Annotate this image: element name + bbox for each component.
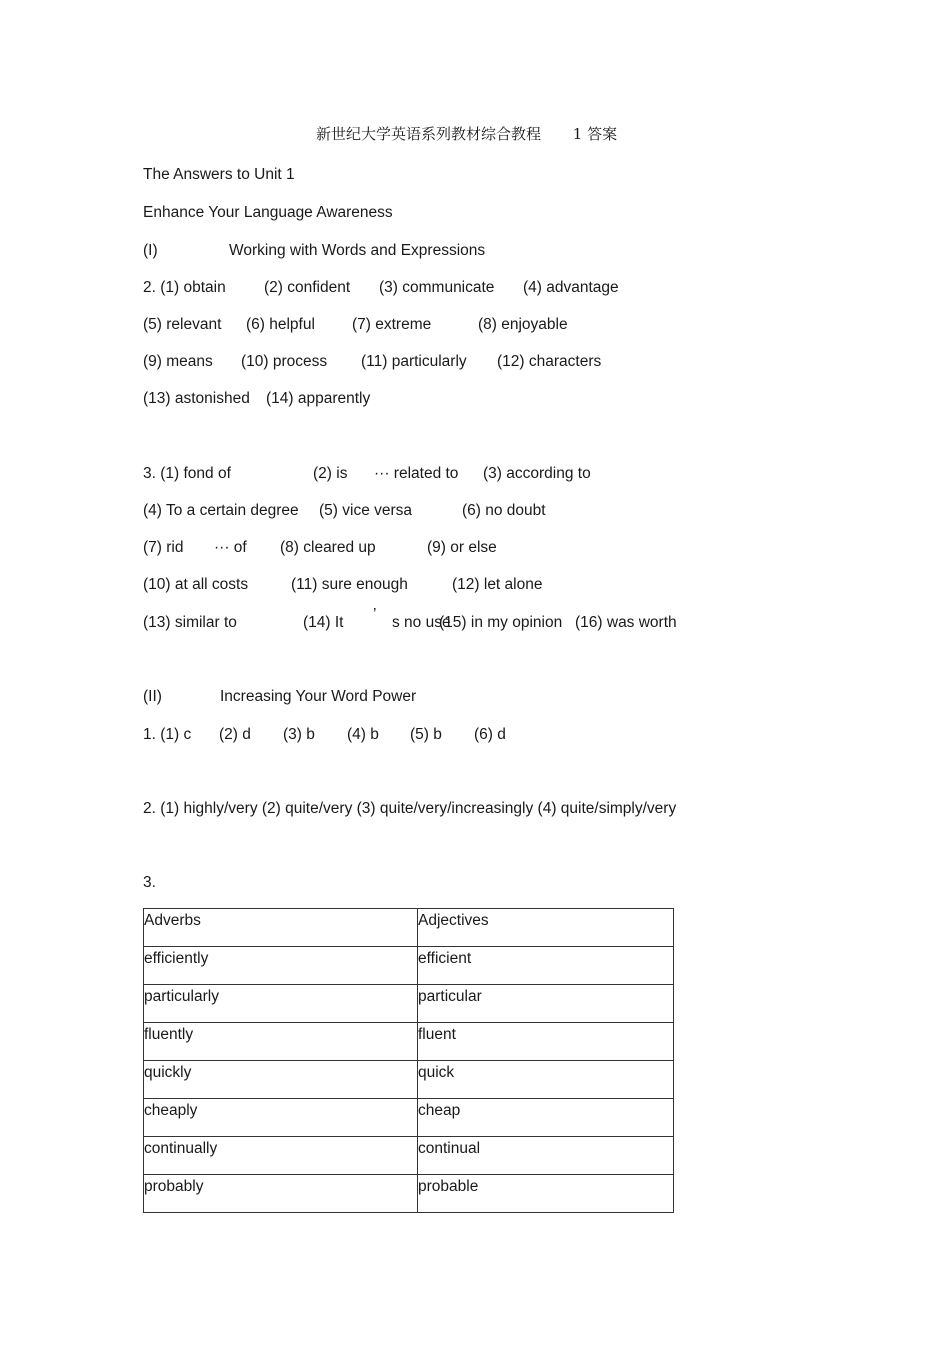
table-cell: quick xyxy=(418,1061,674,1099)
ex2-item: (12) characters xyxy=(497,353,602,370)
table-row xyxy=(144,1023,674,1061)
part2-title: Increasing Your Word Power xyxy=(220,688,417,705)
table-cell: probable xyxy=(418,1175,674,1213)
part1-number: (I) xyxy=(143,242,158,259)
table-cell: efficiently xyxy=(144,947,418,985)
part1-title: Working with Words and Expressions xyxy=(229,242,486,259)
ex2-item: (8) enjoyable xyxy=(478,316,568,333)
ex3-item: (14) It xyxy=(303,614,344,631)
ex2-item: (13) astonished xyxy=(143,390,250,407)
ex2-item: (14) apparently xyxy=(266,390,371,407)
table-row xyxy=(144,1175,674,1213)
table-cell: particular xyxy=(418,985,674,1023)
ex2-item: (10) process xyxy=(241,353,328,370)
adverb-adjective-table xyxy=(143,908,674,1213)
ex3-item: (5) vice versa xyxy=(319,502,413,519)
p2ex1-item: (4) b xyxy=(347,726,379,743)
ex3-item: (12) let alone xyxy=(452,576,543,593)
ex2-item: (5) relevant xyxy=(143,316,222,333)
p2ex1-item: (3) b xyxy=(283,726,315,743)
table-cell: cheaply xyxy=(144,1099,418,1137)
ex3-item: (3) according to xyxy=(483,465,591,482)
ex3-item: (8) cleared up xyxy=(280,539,376,556)
p2ex1-item: 1. (1) c xyxy=(143,726,192,743)
ex2-item: (7) extreme xyxy=(352,316,432,333)
table-cell: efficient xyxy=(418,947,674,985)
page-title xyxy=(316,125,617,143)
ex3-item: 3. (1) fond of xyxy=(143,465,231,482)
section-heading: Enhance Your Language Awareness xyxy=(143,204,393,221)
unit-heading: The Answers to Unit 1 xyxy=(143,166,295,183)
ex2-item: (9) means xyxy=(143,353,213,370)
table-row xyxy=(144,1099,674,1137)
title-suffix: 1 答案 xyxy=(572,125,618,143)
ex3-item: (2) is xyxy=(313,465,348,482)
table-header-cell: Adjectives xyxy=(418,909,674,947)
p2ex1-item: (5) b xyxy=(410,726,442,743)
ex3-item: (7) rid xyxy=(143,539,184,556)
table-row xyxy=(144,1137,674,1175)
table-cell: cheap xyxy=(418,1099,674,1137)
ex3-item: (15) in my opinion xyxy=(439,614,563,631)
ex2-item: 2. (1) obtain xyxy=(143,279,226,296)
table-cell: probably xyxy=(144,1175,418,1213)
p2ex1-item: (2) d xyxy=(219,726,251,743)
table-header-cell: Adverbs xyxy=(144,909,418,947)
table-cell: particularly xyxy=(144,985,418,1023)
ex3-item: (11) sure enough xyxy=(291,576,408,593)
title-main: 新世纪大学英语系列教材综合教程 xyxy=(316,125,542,143)
table-cell: continually xyxy=(144,1137,418,1175)
p2ex1-item: (6) d xyxy=(474,726,506,743)
table-row xyxy=(144,1061,674,1099)
ex2-item: (11) particularly xyxy=(361,353,467,370)
table-row xyxy=(144,985,674,1023)
table-cell: fluently xyxy=(144,1023,418,1061)
ex3-item: (4) To a certain degree xyxy=(143,502,299,519)
ex3-item: (6) no doubt xyxy=(462,502,546,519)
ex2-item: (6) helpful xyxy=(246,316,315,333)
ex2-item: (2) confident xyxy=(264,279,351,296)
ex3-item: ··· of xyxy=(214,539,247,556)
table-cell: fluent xyxy=(418,1023,674,1061)
ex3-item: (16) was worth xyxy=(575,614,677,631)
ex3-item: (13) similar to xyxy=(143,614,237,631)
table-header-row xyxy=(144,909,674,947)
table-cell: quickly xyxy=(144,1061,418,1099)
ex3-item: ··· related to xyxy=(374,465,459,482)
part2-number: (II) xyxy=(143,688,162,705)
apostrophe: ’ xyxy=(373,606,377,623)
p2ex2-line: 2. (1) highly/very (2) quite/very (3) quite/very/increasingly (4) quite/simply/very xyxy=(143,800,677,817)
ex2-item: (3) communicate xyxy=(379,279,495,296)
ex3-item: s no use xyxy=(392,614,451,631)
table-cell: continual xyxy=(418,1137,674,1175)
ex3-item: (9) or else xyxy=(427,539,497,556)
ex2-item: (4) advantage xyxy=(523,279,619,296)
ex3-item: (10) at all costs xyxy=(143,576,249,593)
table-row xyxy=(144,947,674,985)
p2ex3-label: 3. xyxy=(143,874,156,891)
